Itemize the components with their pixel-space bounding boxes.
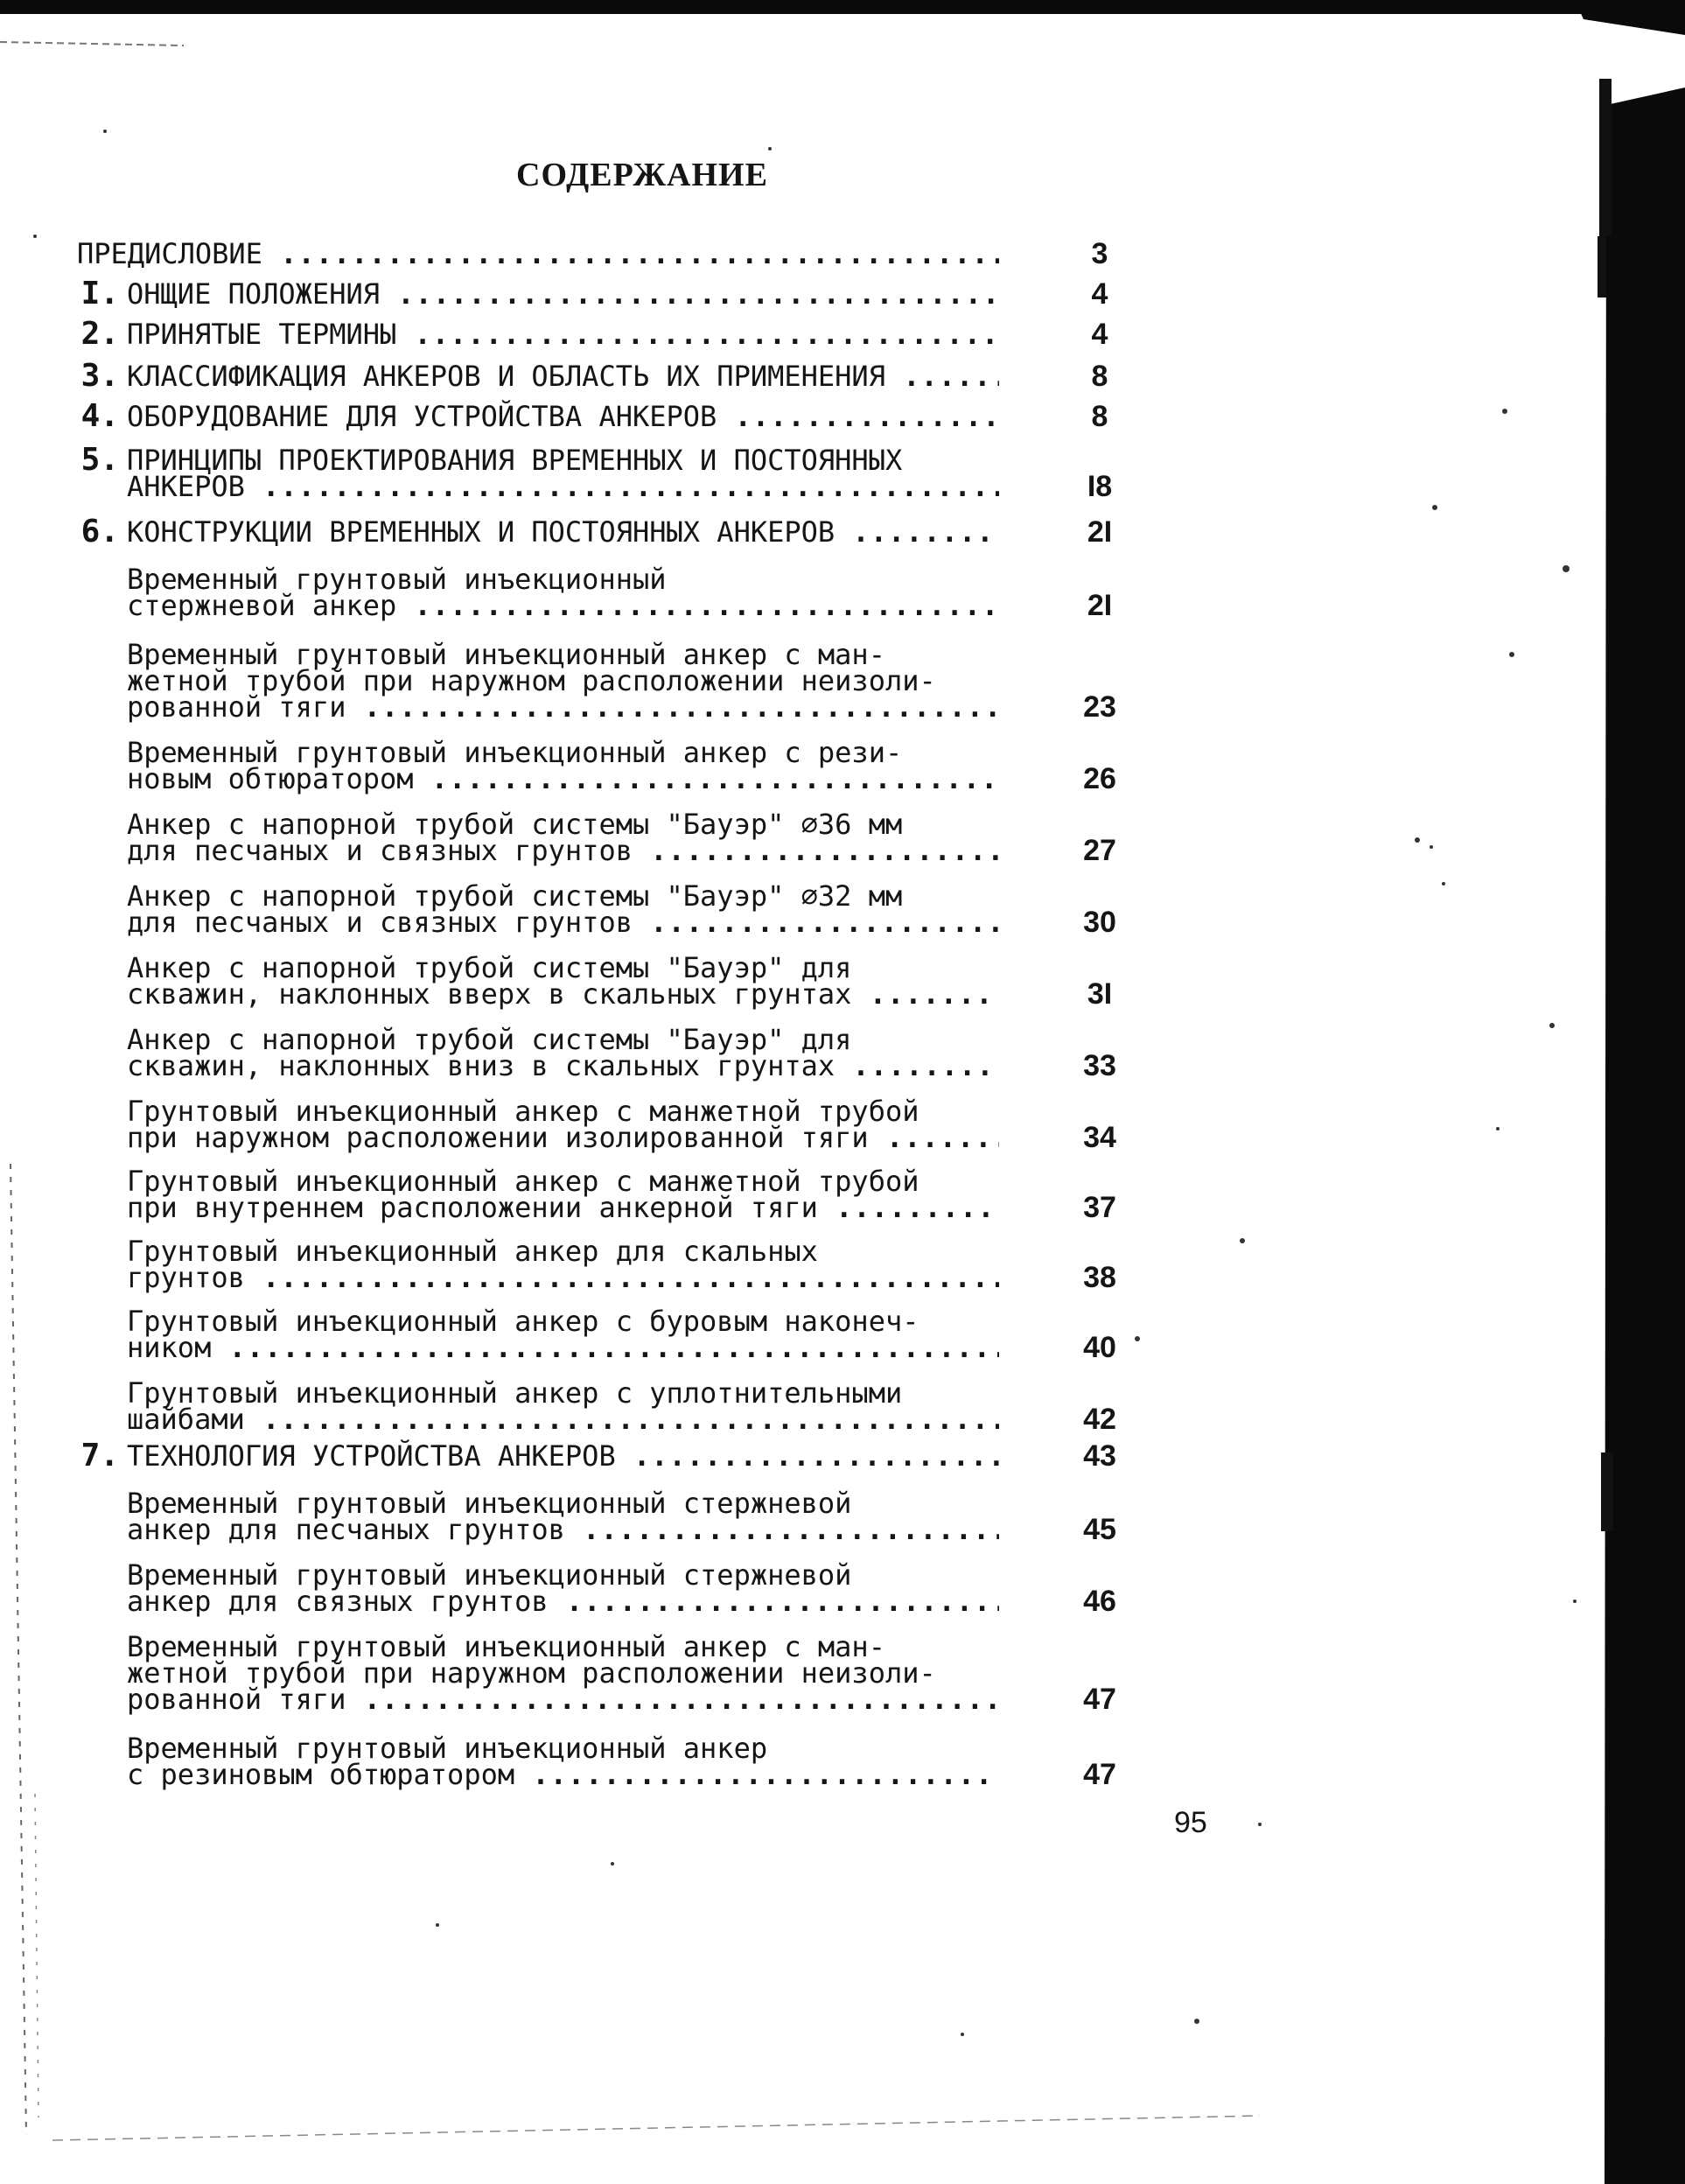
toc-entry-text: жетной трубой при наружном расположении неизоли- bbox=[127, 1656, 936, 1690]
toc-entry-text: Временный грунтовый инъекционный анкер с ман- bbox=[127, 638, 885, 671]
toc-entry-text: шайбами ..... bbox=[127, 1400, 999, 1438]
toc-entry-page: 2I bbox=[1087, 515, 1113, 549]
toc-entry-text: ПРИНЦИПЫ ПРОЕКТИРОВАНИЯ ВРЕМЕННЫХ И ПОСТОЯННЫХ bbox=[127, 444, 903, 477]
toc-entry-text: Анкер с напорной трубой системы "Бауэр" для bbox=[127, 951, 852, 984]
toc-entry-text: Временный грунтовый инъекционный анкер bbox=[127, 1732, 768, 1765]
toc-entry-text: жетной трубой при наружном расположении неизоли- bbox=[127, 664, 936, 697]
toc-entry-page: 3 bbox=[1091, 237, 1108, 270]
toc-entry-page: 4 bbox=[1091, 277, 1108, 311]
toc-entry-text: Временный грунтовый инъекционный анкер с ман- bbox=[127, 1630, 885, 1663]
toc-entry-text: АНКЕРОВ ..... bbox=[127, 467, 999, 506]
toc-entry-text: скважин, наклонных вниз в скальных грунтах ..... bbox=[127, 1046, 999, 1085]
toc-entry bbox=[0, 1232, 1225, 1294]
toc-entry-page: 30 bbox=[1083, 906, 1116, 939]
toc-entry-page: 40 bbox=[1083, 1331, 1116, 1364]
toc-entry-page: 26 bbox=[1083, 762, 1116, 795]
toc-entry bbox=[0, 1092, 1225, 1154]
toc-entry bbox=[0, 513, 1225, 551]
toc-entry-page: 27 bbox=[1083, 834, 1116, 867]
toc-entry-page: I8 bbox=[1087, 470, 1113, 503]
toc-entry bbox=[0, 1020, 1225, 1082]
toc-entry-text: ПРЕДИСЛОВИЕ ..... bbox=[77, 234, 999, 273]
toc-entry-text: ОНЩИЕ ПОЛОЖЕНИЯ ..... bbox=[127, 275, 999, 313]
toc-entry-text: Грунтовый инъекционный анкер с манжетной трубой bbox=[127, 1165, 919, 1198]
toc-entry-text: КЛАССИФИКАЦИЯ АНКЕРОВ И ОБЛАСТЬ ИХ ПРИМЕНЕНИЯ ..... bbox=[127, 357, 999, 396]
toc-entry bbox=[0, 1374, 1225, 1436]
toc-entry-number: 3. bbox=[80, 358, 119, 394]
toc-entry bbox=[0, 397, 1225, 436]
toc-entry-page: 47 bbox=[1083, 1683, 1116, 1716]
toc-entry-text: ОБОРУДОВАНИЕ ДЛЯ УСТРОЙСТВА АНКЕРОВ ..... bbox=[127, 397, 999, 436]
toc-entry-text: Анкер с напорной трубой системы "Бауэр" ∅32 мм bbox=[127, 879, 903, 913]
toc-entry-page: 45 bbox=[1083, 1513, 1116, 1546]
toc-entry-text: грунтов ..... bbox=[127, 1258, 999, 1297]
toc-entry bbox=[0, 1162, 1225, 1224]
toc-entry-page: 8 bbox=[1091, 400, 1108, 433]
toc-entry-text: КОНСТРУКЦИИ ВРЕМЕННЫХ И ПОСТОЯННЫХ АНКЕРОВ ..... bbox=[127, 513, 999, 551]
toc-entry bbox=[0, 275, 1225, 313]
toc-entry-number: 5. bbox=[80, 442, 119, 478]
toc-entry-text: ником ..... bbox=[127, 1328, 999, 1367]
toc-entry bbox=[0, 635, 1225, 724]
toc-entry-number: 2. bbox=[80, 316, 119, 352]
toc-entry bbox=[0, 733, 1225, 795]
toc-entry-page: 33 bbox=[1083, 1049, 1116, 1082]
toc-entry-page: 3I bbox=[1087, 977, 1113, 1011]
toc-entry bbox=[0, 1302, 1225, 1364]
toc-entry bbox=[0, 315, 1225, 354]
toc-entry-text: Грунтовый инъекционный анкер для скальных bbox=[127, 1235, 818, 1268]
toc-entry-text: ТЕХНОЛОГИЯ УСТРОЙСТВА АНКЕРОВ ..... bbox=[127, 1437, 999, 1475]
toc-entry-text: Временный грунтовый инъекционный стержневой bbox=[127, 1487, 852, 1520]
toc-entry-page: 46 bbox=[1083, 1585, 1116, 1618]
toc-entry-page: 43 bbox=[1083, 1439, 1116, 1473]
toc-entry bbox=[0, 441, 1225, 503]
toc-entry bbox=[0, 1729, 1225, 1791]
toc-entry-text: новым обтюратором ..... bbox=[127, 760, 999, 798]
toc-entry-text: при внутреннем расположении анкерной тяги ..... bbox=[127, 1188, 999, 1227]
page-number: 95 bbox=[1174, 1806, 1207, 1839]
toc-entry-page: 23 bbox=[1083, 690, 1116, 724]
toc-entry bbox=[0, 1556, 1225, 1618]
toc-entry-text: анкер для песчаных грунтов ..... bbox=[127, 1510, 999, 1549]
toc-entry-text: скважин, наклонных вверх в скальных грунтах ..... bbox=[127, 975, 999, 1013]
toc-entry-page: 38 bbox=[1083, 1261, 1116, 1294]
toc-entry-page: 42 bbox=[1083, 1403, 1116, 1436]
toc-entry-text: Грунтовый инъекционный анкер с манжетной трубой bbox=[127, 1095, 919, 1128]
toc-entry-page: 2I bbox=[1087, 589, 1113, 622]
toc-entry-number: I. bbox=[80, 276, 119, 312]
toc-entry bbox=[0, 805, 1225, 867]
toc-entry-text: Анкер с напорной трубой системы "Бауэр" ∅36 мм bbox=[127, 808, 903, 841]
toc-entry-number: 6. bbox=[80, 514, 119, 550]
toc-entry-page: 37 bbox=[1083, 1191, 1116, 1224]
toc-entry-number: 7. bbox=[80, 1438, 119, 1474]
toc-entry-text: с резиновым обтюратором ..... bbox=[127, 1755, 999, 1794]
toc-entry-text: Грунтовый инъекционный анкер с уплотнительными bbox=[127, 1376, 903, 1410]
toc-entry bbox=[0, 234, 1225, 273]
toc-entry-text: Временный грунтовый инъекционный bbox=[127, 563, 667, 596]
toc-entry-text: стержневой анкер ..... bbox=[127, 586, 999, 625]
toc-entry-text: рованной тяги ..... bbox=[127, 1680, 999, 1718]
toc-entry-text: при наружном расположении изолированной тяги ..... bbox=[127, 1118, 999, 1157]
toc-entry bbox=[0, 1628, 1225, 1716]
toc-entry-page: 4 bbox=[1091, 318, 1108, 351]
toc-entry-text: для песчаных и связных грунтов ..... bbox=[127, 903, 999, 942]
toc-entry-page: 8 bbox=[1091, 360, 1108, 393]
toc-entry bbox=[0, 1437, 1225, 1475]
toc-entry bbox=[0, 1484, 1225, 1546]
toc-entry bbox=[0, 948, 1225, 1011]
toc-entry-text: рованной тяги ..... bbox=[127, 688, 999, 726]
toc-entry-text: Грунтовый инъекционный анкер с буровым наконеч- bbox=[127, 1305, 919, 1338]
toc-entry-page: 47 bbox=[1083, 1758, 1116, 1791]
toc-entry-text: анкер для связных грунтов ..... bbox=[127, 1582, 999, 1620]
toc-entry bbox=[0, 357, 1225, 396]
toc-entry-text: Временный грунтовый инъекционный стержневой bbox=[127, 1558, 852, 1592]
toc-entry bbox=[0, 877, 1225, 939]
toc-entry bbox=[0, 560, 1225, 622]
page-title: СОДЕРЖАНИЕ bbox=[516, 157, 768, 193]
toc-entry-text: ПРИНЯТЫЕ ТЕРМИНЫ ..... bbox=[127, 315, 999, 354]
toc-entry-number: 4. bbox=[80, 398, 119, 434]
toc-entry-text: Временный грунтовый инъекционный анкер с рези- bbox=[127, 736, 903, 769]
toc-entry-text: Анкер с напорной трубой системы "Бауэр" для bbox=[127, 1023, 852, 1056]
toc-entry-page: 34 bbox=[1083, 1121, 1116, 1154]
toc-entry-text: для песчаных и связных грунтов ..... bbox=[127, 831, 999, 870]
